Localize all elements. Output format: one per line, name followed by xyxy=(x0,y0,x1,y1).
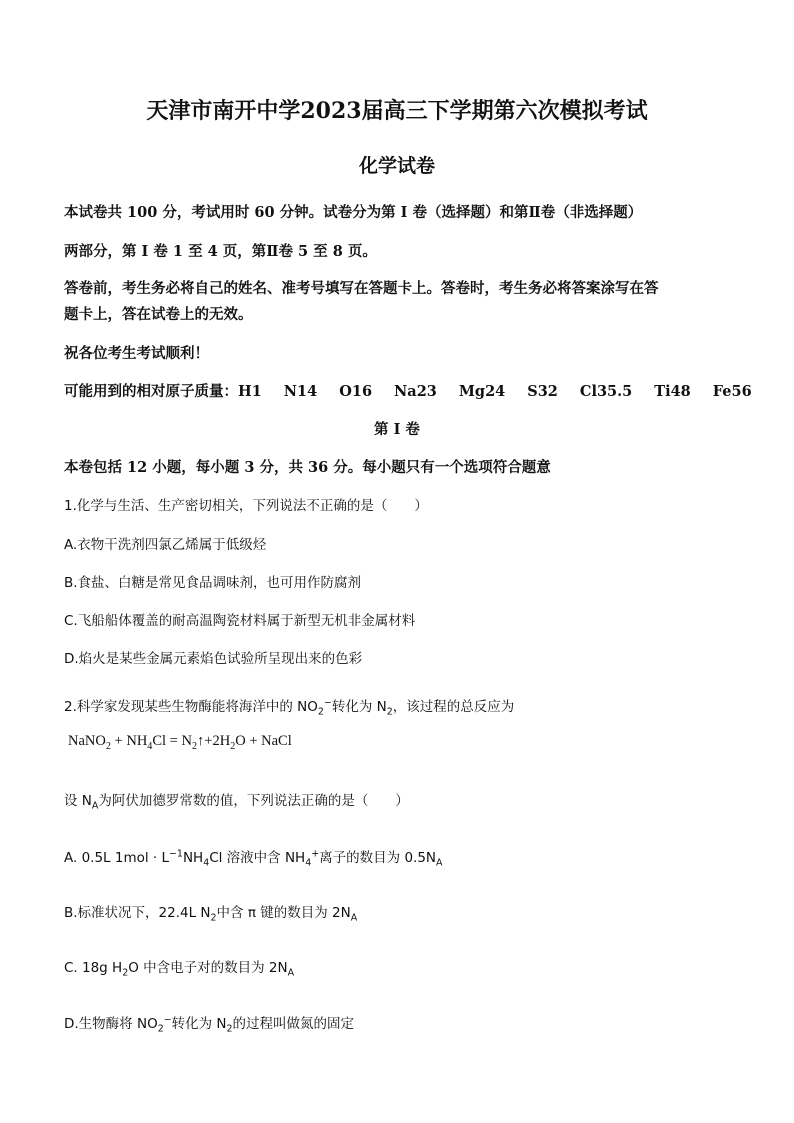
atom-mass: H1 xyxy=(238,383,262,400)
question-2-option-b: B.标准状况下，22.4L $N_2$中含 π 键的数目为 $2N_A$ xyxy=(64,905,358,924)
atomic-masses xyxy=(64,380,774,401)
question-2-option-a: A. 0.5L $1mol \cdot L^{-1}NH_4Cl$ 溶液中含 $NH_4^+$离子的数目为 $0.5N_A$ xyxy=(64,848,443,869)
atom-mass: Na23 xyxy=(394,383,437,400)
question-2-setup: 设 $N_A$为阿伏加德罗常数的值，下列说法正确的是（ ） xyxy=(64,793,409,812)
exam-subtitle: 化学试卷 xyxy=(358,155,435,177)
atom-mass: O16 xyxy=(339,383,373,400)
atom-mass: Mg24 xyxy=(458,383,506,400)
exam-title: 天津市南开中学2023届高三下学期第六次模拟考试 xyxy=(146,98,648,124)
atom-mass: S32 xyxy=(527,383,558,400)
question-2-option-d: D.生物酶将 $NO_2^-$转化为 $N_2$的过程叫做氮的固定 xyxy=(64,1014,355,1035)
question-2-option-c: C. 18g $H_2O$ 中含电子对的数目为 $2N_A$ xyxy=(64,960,295,979)
question-2-stem: 2.科学家发现某些生物酶能将海洋中的 $NO_2^-$转化为 $N_2$，该过程的总反应为 xyxy=(64,697,515,718)
section-title: 第 I 卷 xyxy=(374,421,420,438)
intro-line-1: 本试卷共 100 分，考试用时 60 分钟。试卷分为第 I 卷（选择题）和第Ⅱ卷（非选择题） xyxy=(64,204,643,221)
intro-line-4: 题卡上，答在试卷上的无效。 xyxy=(64,306,253,323)
atom-mass: Cl35.5 xyxy=(579,383,633,400)
question-1-option-b: B.食盐、白糖是常见食品调味剂，也可用作防腐剂 xyxy=(64,575,362,591)
question-1-stem: 1.化学与生活、生产密切相关，下列说法不正确的是（ ） xyxy=(64,498,428,514)
question-1-option-d: D.焰火是某些金属元素焰色试验所呈现出来的色彩 xyxy=(64,651,363,667)
intro-line-3: 答卷前，考生务必将自己的姓名、准考号填写在答题卡上。答卷时，考生务必将答案涂写在答 xyxy=(64,280,659,297)
atom-mass: Ti48 xyxy=(654,383,691,400)
section-instructions: 本卷包括 12 小题，每小题 3 分，共 36 分。每小题只有一个选项符合题意 xyxy=(64,459,551,476)
intro-line-5: 祝各位考生考试顺利！ xyxy=(64,345,209,362)
intro-line-2: 两部分，第 I 卷 1 至 4 页，第Ⅱ卷 5 至 8 页。 xyxy=(64,243,377,260)
question-1-option-c: C.飞船船体覆盖的耐高温陶瓷材料属于新型无机非金属材料 xyxy=(64,613,416,629)
atomic-masses-label: 可能用到的相对原子质量： xyxy=(64,383,238,400)
atom-mass: Fe56 xyxy=(712,383,752,400)
reaction-equation: NaNO$_2$ + $NH_4Cl$ = $N_2↑+2H_2O$ + NaCl xyxy=(68,733,292,752)
question-1-option-a: A.衣物干洗剂四氯乙烯属于低级烃 xyxy=(64,537,267,553)
atom-mass: N14 xyxy=(283,383,318,400)
